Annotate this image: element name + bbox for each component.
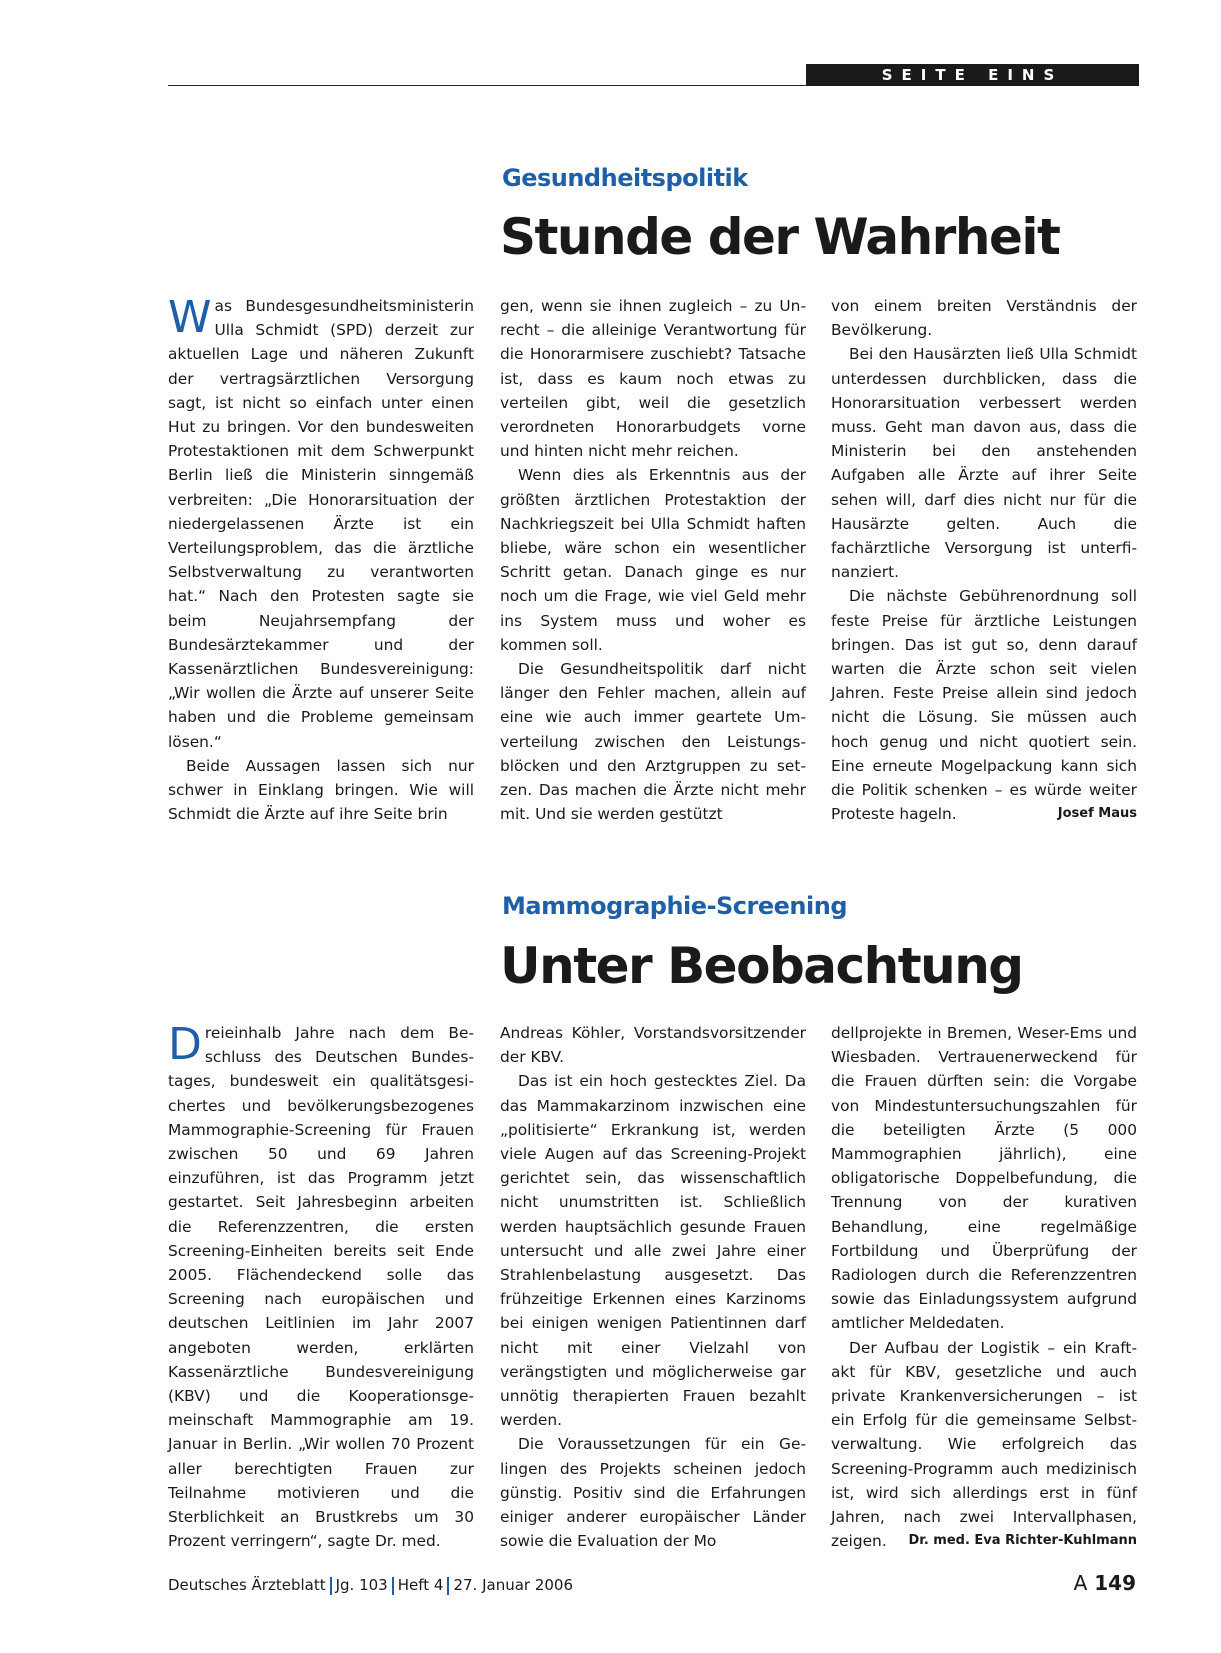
article2-headline: Unter Beobachtung xyxy=(500,937,1023,995)
article2-col1-paragraph-1: reieinhalb Jahre nach dem Beschluss des Deutschen Bundestages, bundesweit ein qualitätsgesichertes und bevölkerungsbezogenes Mammographie-Screening für Frauen zwischen 50 und 69 Jahren einzuführen, ist das Programm jetzt gestartet. Seit Jahresbeginn arbeiten die Referenzzentren, die ersten Screening-Einheiten bereits seit Ende 2005. Flächendeckend solle das Screening nach europäischen und deutschen Leitlinien im Jahr 2007 angeboten werden, erklärten Kassenärztliche Bundesvereinigung (KBV) und die Kooperationsgemeinschaft Mammographie am 19. Januar in Berlin. „Wir wollen 70 Prozent aller berechtigten Frauen zur Teilnahme motivieren und die Sterblichkeit an Brustkrebs um 30 Prozent verringern“, sagte Dr. med. xyxy=(168,1024,474,1551)
article2-author: Dr. med. Eva Richter-Kuhlmann xyxy=(908,1533,1137,1549)
page-number xyxy=(1074,1571,1136,1595)
article1-col2-paragraph-2: Wenn dies als Erkenntnis aus der größten ärztlichen Protestaktion der Nachkriegszeit bei Ulla Schmidt haften bliebe, wäre schon ein wesentlicher Schritt getan. Danach ginge es nur noch um die Frage, wie viel Geld mehr ins System muss und woher es kommen soll. xyxy=(500,466,806,654)
article2-col2-paragraph-1: Andreas Köhler, Vorstandsvorsitzender der KBV. xyxy=(500,1024,806,1067)
article2-col3-paragraph-1: dellprojekte in Bremen, Weser-Ems und Wiesbaden. Vertrauenerweckend für die Frauen dürften sein: die Vorgabe von Mindestuntersuchungszahlen für die beteiligten Ärzte (5 000 Mammographien jährlich), eine obligatorische Doppelbefundung, die Trennung von der kurativen Behandlung, eine regelmäßige Fortbildung und Überprüfung der Radiologen durch die Referenzzentren sowie das Einladungssystem aufgrund amtlicher Meldedaten. xyxy=(831,1024,1137,1333)
article1-column-3 xyxy=(831,294,1137,826)
section-tag: SEITE EINS xyxy=(806,64,1139,86)
page-prefix: A xyxy=(1073,1571,1088,1595)
article2-col3-paragraph-2 xyxy=(831,1336,1137,1554)
article1-col2-paragraph-1: gen, wenn sie ihnen zugleich – zu Unrecht – die alleinige Verantwortung für die Honorarmisere zuschiebt? Tatsache ist, dass es kaum noch etwas zu verteilen gibt, weil die gesetzlich verordneten Honorarbudgets vorne und hinten nicht mehr reichen. xyxy=(500,297,806,461)
footer-volume: Jg. 103 xyxy=(335,1576,388,1594)
article1-author: Josef Maus xyxy=(1057,806,1137,822)
article1-col3-paragraph-3 xyxy=(831,584,1137,826)
footer-separator xyxy=(330,1577,332,1595)
article1-column-2 xyxy=(500,294,806,826)
article1-kicker: Gesundheitspolitik xyxy=(502,164,748,192)
article1-col1-paragraph-1: as Bundesgesundheitsministerin Ulla Schmidt (SPD) derzeit zur aktuellen Lage und näheren Zukunft der vertragsärztlichen Versorgung sagt, ist nicht so einfach unter einen Hut zu bringen. Vor den bundesweiten Protestaktionen mit dem Schwerpunkt Berlin ließ die Ministerin sinngemäß verbreiten: „Die Honorarsituation der niedergelassenen Ärzte ist ein Verteilungsproblem, das die ärztliche Selbstverwaltung zu verantworten hat.“ Nach den Protesten sagte sie beim Neujahrsempfang der Bundesärztekammer und der Kassenärztlichen Bundesvereinigung: „Wir wollen die Ärzte auf unserer Seite haben und die Probleme gemeinsam lösen.“ xyxy=(168,297,474,751)
footer-separator xyxy=(447,1577,449,1595)
article2-kicker: Mammographie-Screening xyxy=(502,892,848,920)
article1-col3-paragraph-1: von einem breiten Verständnis der Bevölkerung. xyxy=(831,297,1137,340)
article2-column-3 xyxy=(831,1021,1137,1553)
footer-journal: Deutsches Ärzteblatt xyxy=(168,1576,326,1594)
article2-col2-paragraph-3: Die Voraussetzungen für ein Gelingen des Projekts scheinen jedoch günstig. Positiv sind die Erfahrungen einiger anderer europäischer Länder sowie die Evaluation der Mo xyxy=(500,1435,806,1551)
page-number-value: 149 xyxy=(1094,1571,1136,1595)
article1-headline: Stunde der Wahrheit xyxy=(500,208,1060,266)
article1-col1-paragraph-2: Beide Aussagen lassen sich nur schwer in Einklang bringen. Wie will Schmidt die Ärzte auf ihre Seite brin xyxy=(168,756,474,824)
article1-col3-paragraph-3-text: Die nächste Gebührenordnung soll feste Preise für ärztliche Leistungen bringen. Das ist gut so, denn darauf warten die Ärzte schon seit vielen Jahren. Feste Preise allein sind jedoch nicht die Lösung. Sie müssen auch hoch genug und nicht quotiert sein. Eine erneute Mogelpackung kann sich die Politik schenken – es würde weiter Proteste hageln. xyxy=(831,587,1137,824)
article2-col3-paragraph-2-text: Der Aufbau der Logistik – ein Kraftakt für KBV, gesetzliche und auch private Krankenversicherungen – ist ein Erfolg für die gemeinsame Selbstverwaltung. Wie erfolgreich das Screening-Programm auch medizinisch ist, wird sich allerdings erst in fünf Jahren, nach zwei Intervallphasen, zeigen. xyxy=(831,1338,1137,1551)
article1-dropcap: W xyxy=(168,292,212,343)
article2-dropcap: D xyxy=(168,1019,202,1070)
footer-date: 27. Januar 2006 xyxy=(453,1576,574,1594)
article2-column-1 xyxy=(168,1021,474,1553)
footer-issue: Heft 4 xyxy=(397,1576,444,1594)
footer-separator xyxy=(392,1577,394,1595)
article1-col3-paragraph-2: Bei den Hausärzten ließ Ulla Schmidt unterdessen durchblicken, dass die Honorarsituation verbessert werden muss. Geht man davon aus, dass die Ministerin bei den anstehenden Aufgaben alle Ärzte auf ihrer Seite sehen will, darf dies nicht nur für die Hausärzte gelten. Auch die fachärztliche Versorgung ist unterfinanziert. xyxy=(831,345,1137,582)
article1-col2-paragraph-3: Die Gesundheitspolitik darf nicht länger den Fehler machen, allein auf eine wie auch immer geartete Umverteilung zwischen den Leistungsblöcken und den Arztgruppen zu setzen. Das machen die Ärzte nicht mehr mit. Und sie werden gestützt xyxy=(500,660,806,824)
article1-column-1 xyxy=(168,294,474,826)
page-footer xyxy=(168,1573,1136,1597)
article2-column-2 xyxy=(500,1021,806,1553)
article2-col2-paragraph-2: Das ist ein hoch gestecktes Ziel. Da das Mammakarzinom inzwischen eine „politisierte“ Erkrankung ist, werden viele Augen auf das Screening-Projekt gerichtet sein, das wissenschaftlich nicht unumstritten ist. Schließlich werden hauptsächlich gesunde Frauen untersucht und alle zwei Jahre einer Strahlenbelastung ausgesetzt. Das frühzeitige Erkennen eines Karzinoms bei einigen wenigen Patientinnen darf nicht mit einer Vielzahl von verängstigten und möglicherweise gar unnötig therapierten Frauen bezahlt werden. xyxy=(500,1072,806,1430)
